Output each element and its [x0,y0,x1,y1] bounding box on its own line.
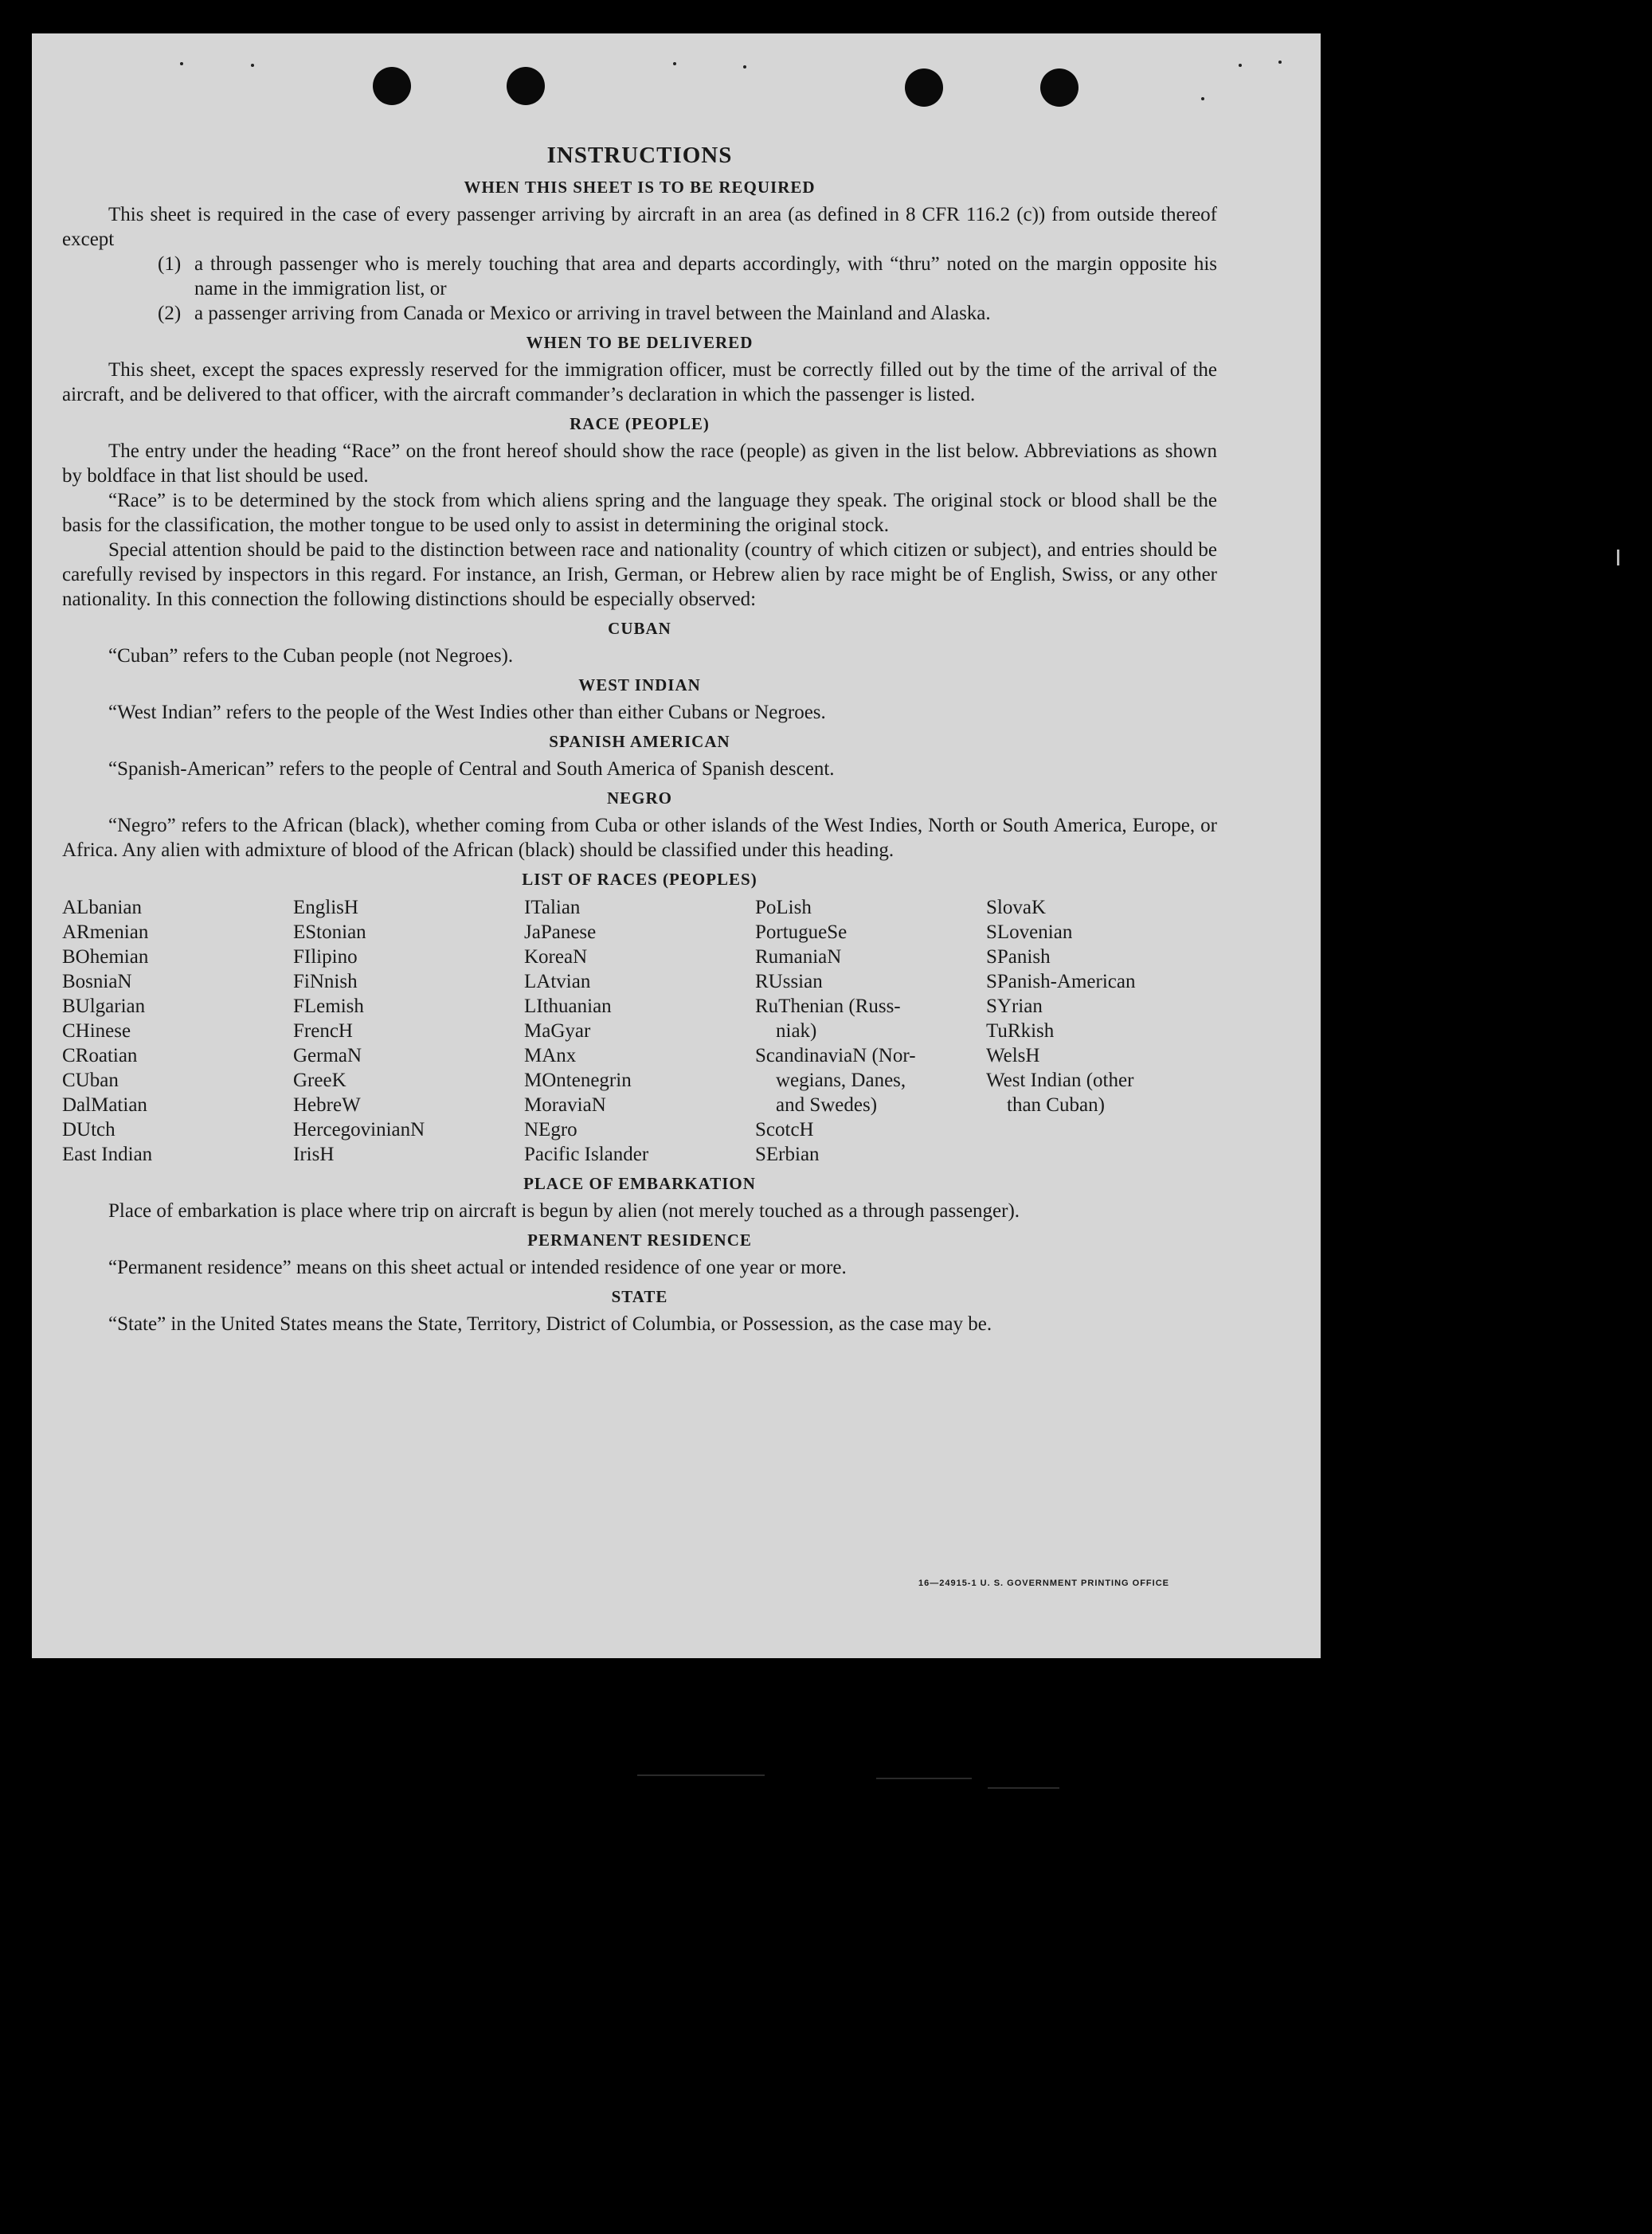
race-column [62,895,293,1167]
punch-hole [1040,68,1078,107]
race-entry: LAtvian [524,971,591,992]
race-entry: FLemish [293,996,364,1017]
race-entry: DalMatian [62,1094,147,1116]
race-entry: SYrian [986,996,1043,1017]
race-entry: ARmenian [62,921,149,943]
list-text: a through passenger who is merely touching that area and departs accordingly, with “thru” noted on the margin opposite his name in the immigration list, or [194,253,1217,299]
race-entry: MOntenegrin [524,1070,632,1091]
race-entry: FIlipino [293,946,358,968]
race-entry: MAnx [524,1045,577,1066]
delivered-text: This sheet, except the spaces expressly reserved for the immigration officer, must be correctly filled out by the time of the arrival of the aircraft, and be delivered to that officer, with the aircraft commander’s declaration in which the passenger is listed. [62,359,1217,405]
sheet-content [62,141,1217,1336]
scan-artifact [876,1778,972,1779]
race-column [986,895,1217,1167]
list-number: (2) [158,303,182,324]
list-item [62,301,1217,326]
race-column [524,895,755,1167]
race-column [755,895,986,1167]
scan-artifact [988,1787,1059,1789]
race-entry: GreeK [293,1070,346,1091]
required-intro: This sheet is required in the case of every passenger arriving by aircraft in an area (as defined in 8 CFR 116.2 (c)) from outside thereof except [62,204,1217,250]
race-entry: PortugueSe [755,921,848,943]
race-paragraph-1: The entry under the heading “Race” on the front hereof should show the race (people) as given in the list below. Abbreviations as shown by boldface in that list should be used. [62,440,1217,487]
state-text: “State” in the United States means the State, Territory, District of Columbia, or Possession, as the case may be. [108,1313,992,1335]
heading-negro: NEGRO [606,788,672,808]
residence-text: “Permanent residence” means on this sheet actual or intended residence of one year or more. [108,1257,847,1278]
race-entry: BOhemian [62,946,149,968]
speck-mark [1201,97,1204,100]
race-entry: FrencH [293,1020,353,1042]
race-entry: TuRkish [986,1020,1055,1042]
race-entry: East Indian [62,1144,153,1165]
race-entry: niak) [776,1020,817,1042]
race-entry: ScotcH [755,1119,814,1140]
race-entry: than Cuban) [1007,1094,1105,1116]
scan-artifact [637,1774,765,1776]
race-entry: DUtch [62,1119,115,1140]
race-entry: EStonian [293,921,366,943]
race-entry: SPanish-American [986,971,1136,992]
form-code: 16—24915-1 U. S. GOVERNMENT PRINTING OFFICE [918,1579,1169,1588]
west-indian-text: “West Indian” refers to the people of the West Indies other than either Cubans or Negroes. [108,702,826,723]
race-entry: PoLish [755,897,812,918]
list-number: (1) [158,253,182,275]
race-entry: BosniaN [62,971,132,992]
race-entry: SPanish [986,946,1051,968]
race-entry: RuThenian (Russ- [755,996,901,1017]
races-table [62,895,1217,1167]
race-entry: RumaniaN [755,946,842,968]
race-paragraph-3: Special attention should be paid to the distinction between race and nationality (country of which citizen or subject), and entries should be carefully revised by inspectors in this regard. For instance, an Irish, German, or Hebrew alien by race might be of English, Swiss, or any other nationality. In this connection the following distinctions should be especially observed: [62,539,1217,610]
race-entry: ALbanian [62,897,142,918]
speck-mark [1278,61,1282,64]
heading-state: STATE [611,1287,668,1306]
heading-embarkation: PLACE OF EMBARKATION [523,1174,756,1193]
race-entry: LIthuanian [524,996,612,1017]
speck-mark [1239,64,1242,67]
race-entry: SlovaK [986,897,1046,918]
heading-spanish-american: SPANISH AMERICAN [549,732,730,751]
race-entry: BUlgarian [62,996,146,1017]
race-entry: MaGyar [524,1020,591,1042]
race-entry: and Swedes) [776,1094,878,1116]
negro-text: “Negro” refers to the African (black), whether coming from Cuba or other islands of the West Indies, North or South America, Europe, or Africa. Any alien with admixture of blood of the African (black) should be classified under this heading. [62,815,1217,861]
race-entry: JaPanese [524,921,597,943]
instruction-sheet [32,33,1321,1658]
speck-mark [251,64,254,67]
speck-mark [743,65,746,68]
race-entry: WelsH [986,1045,1040,1066]
heading-west-indian: WEST INDIAN [578,675,701,694]
heading-required: WHEN THIS SHEET IS TO BE REQUIRED [464,178,816,197]
race-entry: HercegovinianN [293,1119,425,1140]
scan-artifact [1617,550,1619,565]
race-entry: IrisH [293,1144,335,1165]
race-entry: GermaN [293,1045,362,1066]
race-entry: CHinese [62,1020,131,1042]
heading-race: RACE (PEOPLE) [570,414,710,433]
race-entry: wegians, Danes, [776,1070,906,1091]
race-entry: EnglisH [293,897,358,918]
race-entry: CUban [62,1070,119,1091]
speck-mark [673,62,676,65]
race-entry: FiNnish [293,971,358,992]
race-entry: SErbian [755,1144,820,1165]
list-text: a passenger arriving from Canada or Mexico or arriving in travel between the Mainland and Alaska. [194,303,991,324]
spanish-american-text: “Spanish-American” refers to the people of Central and South America of Spanish descent. [108,758,835,780]
list-item [62,252,1217,301]
race-entry: ScandinaviaN (Nor- [755,1045,916,1066]
race-entry: SLovenian [986,921,1073,943]
race-entry: ITalian [524,897,581,918]
race-entry: RUssian [755,971,823,992]
punch-hole [373,67,411,105]
punch-hole [905,68,943,107]
race-entry: Pacific Islander [524,1144,649,1165]
page-title: INSTRUCTIONS [546,143,733,168]
race-column [293,895,524,1167]
heading-delivered: WHEN TO BE DELIVERED [526,333,754,352]
race-entry: HebreW [293,1094,361,1116]
race-entry: West Indian (other [986,1070,1134,1091]
punch-hole [507,67,545,105]
race-paragraph-2: “Race” is to be determined by the stock from which aliens spring and the language they speak. The original stock or blood shall be the basis for the classification, the mother tongue to be used only to assist in determining the original stock. [62,490,1217,536]
embarkation-text: Place of embarkation is place where trip on aircraft is begun by alien (not merely touched as a through passenger). [108,1200,1020,1222]
race-entry: MoraviaN [524,1094,606,1116]
heading-cuban: CUBAN [608,619,671,638]
heading-races-list: LIST OF RACES (PEOPLES) [522,870,757,889]
race-entry: CRoatian [62,1045,138,1066]
race-entry: KoreaN [524,946,588,968]
race-entry: NEgro [524,1119,577,1140]
speck-mark [180,62,183,65]
cuban-text: “Cuban” refers to the Cuban people (not Negroes). [108,645,514,667]
heading-residence: PERMANENT RESIDENCE [527,1230,752,1250]
